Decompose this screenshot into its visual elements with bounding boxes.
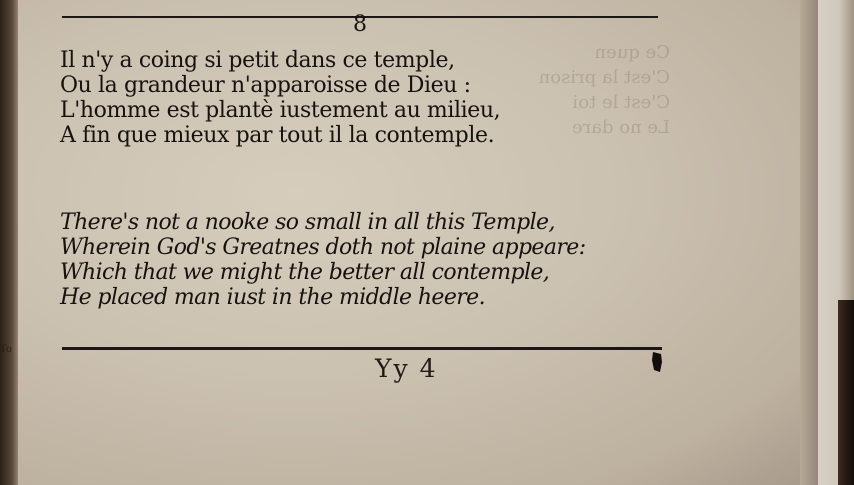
bleed-line: Le no dare: [572, 117, 670, 138]
french-stanza: [60, 48, 580, 148]
english-line: He placed man iust in the middle heere.: [60, 285, 485, 310]
french-line: Il n'y a coing si petit dans ce temple,: [60, 48, 455, 73]
english-stanza: [60, 210, 620, 310]
printer-ornament-icon: [651, 350, 663, 374]
background-shadow: [838, 300, 854, 485]
french-line: A fin que mieux par tout il la contemple.: [60, 123, 495, 148]
page-number: 8: [353, 12, 367, 37]
english-line: Which that we might the better all contemple,: [60, 260, 550, 285]
bottom-rule: [62, 347, 662, 350]
french-line: Ou la grandeur n'apparoisse de Dieu :: [60, 73, 471, 98]
english-line: Wherein God's Greatnes doth not plaine appeare:: [60, 235, 586, 260]
signature-mark: Yy 4: [375, 354, 438, 383]
french-line: L'homme est plantè iustement au milieu,: [60, 98, 501, 123]
english-line: There's not a nooke so small in all this Temple,: [60, 210, 555, 235]
bleed-line: C'est la prison: [538, 67, 670, 88]
left-margin-fragment: To: [0, 344, 12, 355]
bleed-line: C'est le toi: [572, 92, 670, 113]
bleed-line: Ce quen: [594, 42, 670, 63]
